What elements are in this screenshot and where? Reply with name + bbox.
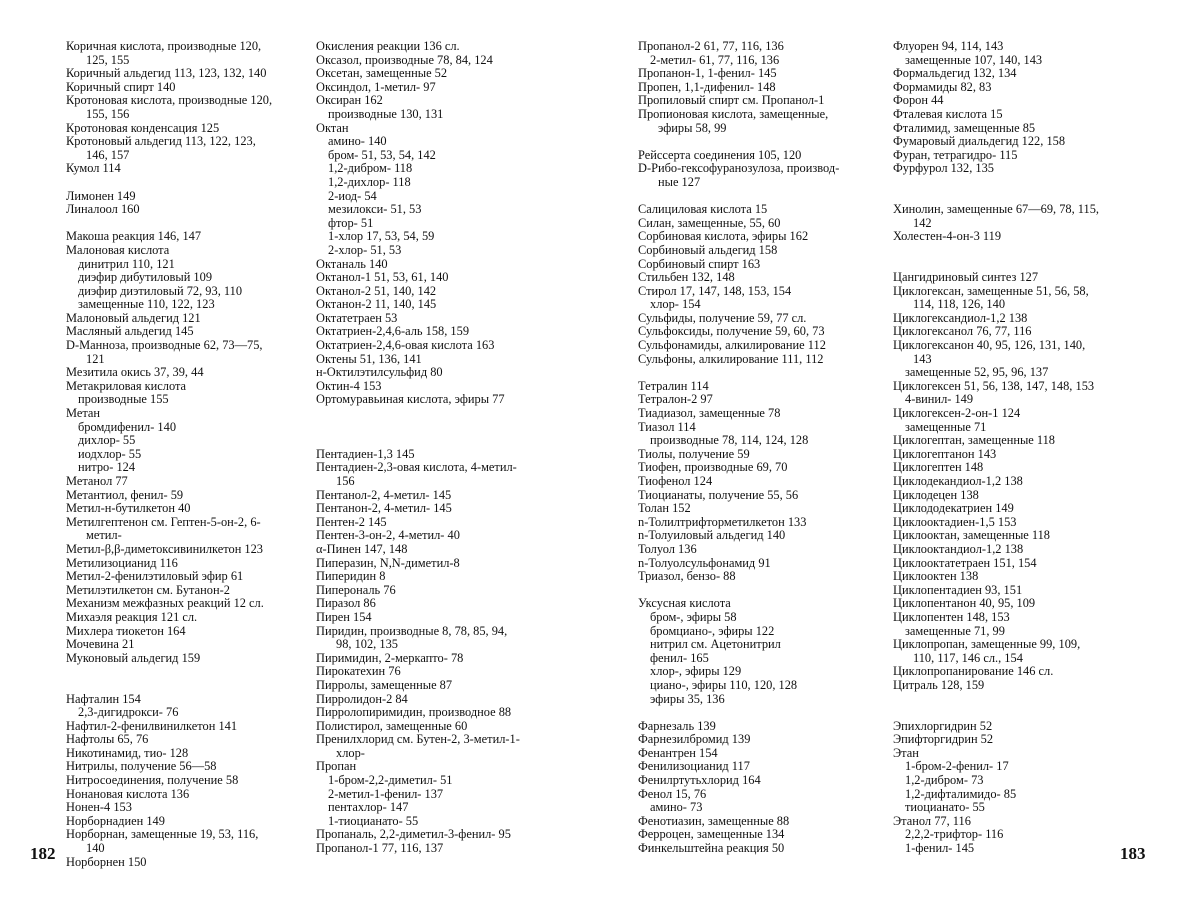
index-entry: Пирролы, замещенные 87 [316,677,453,692]
index-entry: n-Толилтрифторметилкетон 133 [638,514,807,529]
index-entry: фенил- 165 [650,650,709,665]
index-entry: α-Пинен 147, 148 [316,541,408,556]
index-entry: Ортомуравьиная кислота, эфиры 77 [316,392,505,407]
index-entry: Октатриен-2,4,6-аль 158, 159 [316,324,470,339]
index-entry: Метакриловая кислота [66,378,187,393]
index-entry: замещенные 107, 140, 143 [905,52,1043,67]
index-spacer [638,135,839,149]
index-entry: Линалоол 160 [66,202,140,217]
index-entry: Толан 152 [638,501,691,516]
index-entry: Норборнан, замещенные 19, 53, 116, [66,827,259,842]
index-spacer [316,407,520,434]
index-entry: Циклооктатетраен 151, 154 [893,555,1037,570]
index-entry: Метанол 77 [66,474,128,488]
index-spacer [893,176,1099,203]
index-entry: бромциано-, эфиры 122 [650,623,775,638]
index-entry: Метил-β,β-диметоксивинилкетон 123 [66,541,264,556]
index-entry: Михаэля реакция 121 сл. [66,609,198,624]
index-entry: Фарнезилбромид 139 [638,732,751,747]
index-entry: замещенные 71 [905,419,987,434]
right-page-column-2 [893,40,1099,856]
index-entry: Финкельштейна реакция 50 [638,841,785,856]
index-spacer [638,584,839,598]
index-entry: 2,2,2-трифтор- 116 [905,827,1004,842]
index-entry: циано-, эфиры 110, 120, 128 [650,677,798,692]
index-entry: Ферроцен, замещенные 134 [638,827,785,842]
index-entry: хлор- 154 [650,297,701,312]
index-entry: производные 130, 131 [328,106,444,121]
index-entry: Пропанол-1 77, 116, 137 [316,841,444,856]
index-entry: Нафталин 154 [66,691,141,706]
index-entry: Тиазол 114 [638,419,696,434]
index-entry: Фурфурол 132, 135 [893,161,994,176]
index-entry: Циклооктен 138 [893,569,979,584]
index-entry: Метилэтилкетон см. Бутанон-2 [66,582,230,597]
index-entry: Оксазол, производные 78, 84, 124 [316,52,493,67]
index-entry: Фенотиазин, замещенные 88 [638,813,790,828]
index-entry: 1,2-дибром- 73 [905,773,984,788]
left-page-column-2 [316,40,520,856]
index-entry: Уксусная кислота [638,596,731,611]
index-entry: Пропаналь, 2,2-диметил-3-фенил- 95 [316,827,511,842]
index-spacer [66,217,272,231]
index-entry: 1-бром-2,2-диметил- 51 [328,773,453,788]
index-entry: Сульфоны, алкилирование 111, 112 [638,351,824,366]
index-entry: эфиры 58, 99 [658,120,727,135]
index-entry: Сульфоксиды, получение 59, 60, 73 [638,324,825,339]
index-entry: Формальдегид 132, 134 [893,66,1017,81]
index-entry: н-Октилэтилсульфид 80 [316,365,443,380]
page-number-left: 182 [30,844,56,863]
index-entry: Фталевая кислота 15 [893,106,1003,121]
index-entry: Холестен-4-он-3 119 [893,229,1002,244]
index-entry: Октены 51, 136, 141 [316,351,422,366]
index-entry: Пентадиен-1,3 145 [316,446,415,461]
index-entry: метил- [86,528,122,543]
index-entry: 140 [86,841,105,856]
index-entry: Октанол-1 51, 53, 61, 140 [316,270,449,285]
index-entry: Метил-н-бутилкетон 40 [66,501,191,516]
index-entry: Сульфонамиды, алкилирование 112 [638,338,826,353]
index-entry: Фталимид, замещенные 85 [893,120,1036,135]
index-entry: Пропан [316,759,357,774]
index-entry: Октанон-2 11, 140, 145 [316,297,437,312]
index-spacer [893,693,1099,720]
index-entry: Кротоновая кислота, производные 120, [66,93,273,108]
index-entry: Пиридин, производные 8, 78, 85, 94, [316,623,508,638]
index-entry: ные 127 [658,174,701,189]
index-entry: Пиразол 86 [316,596,376,611]
index-entry: Пентен-2 145 [316,514,387,529]
index-spacer [66,665,272,692]
index-entry: Макоша реакция 146, 147 [66,229,202,244]
index-entry: Метантиол, фенил- 59 [66,487,184,502]
index-entry: Фумаровый диальдегид 122, 158 [893,134,1066,149]
index-entry: Мочевина 21 [66,637,135,652]
index-entry: производные 78, 114, 124, 128 [650,433,809,448]
index-entry: Кротоновый альдегид 113, 122, 123, [66,134,256,149]
index-entry: Фенилртутьхлорид 164 [638,773,761,788]
index-entry: Стирол 17, 147, 148, 153, 154 [638,283,792,298]
index-entry: пентахлор- 147 [328,800,409,815]
index-entry: Пентанон-2, 4-метил- 145 [316,501,452,516]
index-entry: бром- 51, 53, 54, 142 [328,147,436,162]
index-entry: Нонановая кислота 136 [66,786,190,801]
index-entry: 1-тиоцианато- 55 [328,813,419,828]
index-entry: Оксиран 162 [316,93,383,108]
index-entry: Толуол 136 [638,541,697,556]
index-entry: Муконовый альдегид 159 [66,650,201,665]
index-entry: Нитрилы, получение 56—58 [66,759,217,774]
index-entry: Октин-4 153 [316,378,382,393]
index-entry: Пиперональ 76 [316,582,396,597]
index-entry: Фуран, тетрагидро- 115 [893,147,1018,162]
index-spacer [893,244,1099,271]
index-entry: амино- 140 [328,134,387,149]
index-entry: Пентанол-2, 4-метил- 145 [316,487,452,502]
index-entry: Пирролидон-2 84 [316,691,408,706]
index-entry: Пирокатехин 76 [316,664,401,679]
index-entry: Стильбен 132, 148 [638,270,735,285]
index-entry: нитро- 124 [78,460,136,475]
index-entry: Пропионовая кислота, замещенные, [638,106,829,121]
index-entry: Флуорен 94, 114, 143 [893,39,1004,53]
index-entry: Метан [66,406,101,421]
index-entry: Фенантрен 154 [638,745,718,760]
index-entry: Циклогексен 51, 56, 138, 147, 148, 153 [893,378,1095,393]
index-entry: Силан, замещенные, 55, 60 [638,215,781,230]
index-entry: Сорбиновый спирт 163 [638,256,761,271]
index-entry: Нафтил-2-фенилвинилкетон 141 [66,718,238,733]
index-entry: Малоновый альдегид 121 [66,310,201,325]
index-entry: 98, 102, 135 [336,637,398,652]
right-page-column-1 [638,40,839,856]
index-entry: Сорбиновый альдегид 158 [638,242,778,257]
index-entry: Тиадиазол, замещенные 78 [638,406,781,421]
index-entry: Циклогексен-2-он-1 124 [893,406,1021,421]
index-entry: 4-винил- 149 [905,392,974,407]
index-entry: 2-метил-1-фенил- 137 [328,786,444,801]
index-entry: Циклододекатриен 149 [893,501,1014,516]
index-entry: Циклопропан, замещенные 99, 109, [893,637,1081,652]
index-entry: Циклогексанон 40, 95, 126, 131, 140, [893,338,1086,353]
index-spacer [638,706,839,720]
index-entry: Циклогексанол 76, 77, 116 [893,324,1032,339]
index-entry: Оксетан, замещенные 52 [316,66,448,81]
index-entry: Пропиловый спирт см. Пропанол-1 [638,93,825,108]
index-entry: динитрил 110, 121 [78,256,175,271]
index-entry: Циклооктадиен-1,5 153 [893,514,1017,529]
index-entry: Пирен 154 [316,609,372,624]
index-entry: замещенные 52, 95, 96, 137 [905,365,1049,380]
index-entry: Циклооктан, замещенные 118 [893,528,1051,543]
index-entry: 125, 155 [86,52,130,67]
index-entry: Циклогептан, замещенные 118 [893,433,1056,448]
index-entry: Пропен, 1,1-дифенил- 148 [638,79,776,94]
index-entry: бром-, эфиры 58 [650,609,737,624]
index-entry: Тетралин 114 [638,378,709,393]
index-entry: Циклогексан, замещенные 51, 56, 58, [893,283,1089,298]
index-entry: Окисления реакции 136 сл. [316,39,460,53]
index-entry: Нафтолы 65, 76 [66,732,149,747]
index-entry: Нитросоединения, получение 58 [66,773,239,788]
index-entry: Михлера тиокетон 164 [66,623,186,638]
index-entry: Тиофенол 124 [638,474,713,488]
index-entry: Пропанон-1, 1-фенил- 145 [638,66,777,81]
index-entry: Метил-2-фенилэтиловый эфир 61 [66,569,244,584]
index-entry: 2-хлор- 51, 53 [328,242,402,257]
index-entry: Октаналь 140 [316,256,388,271]
index-entry: Эпифторгидрин 52 [893,732,994,747]
index-entry: Метилгептенон см. Гептен-5-он-2, 6- [66,514,261,529]
index-entry: нитрил см. Ацетонитрил [650,637,781,652]
index-entry: 110, 117, 146 сл., 154 [913,650,1023,665]
index-entry: Пентен-3-он-2, 4-метил- 40 [316,528,460,543]
index-entry: Циклопентадиен 93, 151 [893,582,1023,597]
index-entry: D-Рибо-гексофуранозулоза, производ- [638,161,840,176]
index-entry: Пренилхлорид см. Бутен-2, 3-метил-1- [316,732,520,747]
index-entry: 142 [913,215,932,230]
index-entry: Циклодецен 138 [893,487,979,502]
index-entry: Норборнен 150 [66,854,147,869]
index-entry: Норборнадиен 149 [66,813,165,828]
index-entry: Фенилизоцианид 117 [638,759,750,774]
index-entry: иодхлор- 55 [78,446,142,461]
index-entry: замещенные 71, 99 [905,623,1005,638]
index-entry: Тиоцианаты, получение 55, 56 [638,487,799,502]
index-entry: Цитраль 128, 159 [893,677,985,692]
index-entry: Пентадиен-2,3-овая кислота, 4-метил- [316,460,517,475]
index-entry: n-Толуолсульфонамид 91 [638,555,771,570]
index-entry: Фенол 15, 76 [638,786,707,801]
index-entry: 1,2-дихлор- 118 [328,174,411,189]
index-entry: Пропанол-2 61, 77, 116, 136 [638,39,784,53]
index-entry: производные 155 [78,392,169,407]
index-entry: Фарнезаль 139 [638,718,716,733]
index-entry: амино- 73 [650,800,703,815]
index-entry: хлор- [336,745,365,760]
index-entry: Малоновая кислота [66,242,170,257]
index-entry: n-Толуиловый альдегид 140 [638,528,786,543]
index-entry: Тиофен, производные 69, 70 [638,460,788,475]
index-entry: бромдифенил- 140 [78,419,177,434]
index-spacer [66,176,272,190]
index-entry: D-Манноза, производные 62, 73—75, [66,338,263,353]
index-entry: Нонен-4 153 [66,800,132,815]
index-entry: 146, 157 [86,147,130,162]
index-entry: Коричный альдегид 113, 123, 132, 140 [66,66,267,81]
index-entry: Салициловая кислота 15 [638,202,768,217]
index-entry: Кумол 114 [66,161,121,176]
index-entry: Циклопропанирование 146 сл. [893,664,1054,679]
index-entry: Тиолы, получение 59 [638,446,750,461]
index-entry: Пиримидин, 2-меркапто- 78 [316,650,464,665]
index-entry: Пиперазин, N,N-диметил-8 [316,555,460,570]
index-entry: Октан [316,120,349,135]
index-entry: Полистирол, замещенные 60 [316,718,468,733]
index-entry: замещенные 110, 122, 123 [78,297,215,312]
index-entry: Никотинамид, тио- 128 [66,745,189,760]
index-entry: Кротоновая конденсация 125 [66,120,220,135]
index-entry: Механизм межфазных реакций 12 сл. [66,596,264,611]
index-entry: Циклодекандиол-1,2 138 [893,474,1023,488]
index-entry: Метилизоцианид 116 [66,555,178,570]
index-entry: Октатриен-2,4,6-овая кислота 163 [316,338,495,353]
index-entry: 2-метил- 61, 77, 116, 136 [650,52,780,67]
index-entry: Масляный альдегид 145 [66,324,194,339]
index-entry: Оксиндол, 1-метил- 97 [316,79,436,94]
index-entry: Коричная кислота, производные 120, [66,39,262,53]
index-entry: фтор- 51 [328,215,374,230]
index-entry: Рейссерта соединения 105, 120 [638,147,802,162]
index-entry: Циклооктандиол-1,2 138 [893,541,1024,556]
index-entry: дихлор- 55 [78,433,136,448]
index-entry: Цангидриновый синтез 127 [893,270,1039,285]
index-entry: диэфир дибутиловый 109 [78,270,213,285]
right-page [600,0,1200,908]
index-entry: Мезитила окись 37, 39, 44 [66,365,204,380]
index-entry: эфиры 35, 136 [650,691,725,706]
index-entry: 156 [336,474,355,488]
index-entry: Хинолин, замещенные 67—69, 78, 115, [893,202,1100,217]
index-entry: Коричный спирт 140 [66,79,176,94]
index-entry: 1,2-дифталимидо- 85 [905,786,1017,801]
index-entry: 1-хлор 17, 53, 54, 59 [328,229,435,244]
index-entry: Триазол, бензо- 88 [638,569,736,584]
index-entry: Тетралон-2 97 [638,392,713,407]
index-entry: Октатетраен 53 [316,310,398,325]
index-entry: Лимонен 149 [66,188,136,203]
index-entry: 1,2-дибром- 118 [328,161,413,176]
index-entry: мезилокси- 51, 53 [328,202,422,217]
index-entry: 1-фенил- 145 [905,841,975,856]
index-entry: тиоцианато- 55 [905,800,985,815]
index-entry: диэфир диэтиловый 72, 93, 110 [78,283,243,298]
index-spacer [638,366,839,380]
index-spacer [638,190,839,204]
index-entry: 2-иод- 54 [328,188,377,203]
index-entry: Этанол 77, 116 [893,813,971,828]
index-entry: Этан [893,745,919,760]
index-entry: 2,3-дигидрокси- 76 [78,705,179,720]
index-entry: Форон 44 [893,93,944,108]
index-entry: Циклогептен 148 [893,460,984,475]
index-entry: 114, 118, 126, 140 [913,297,1006,312]
index-entry: Формамиды 82, 83 [893,79,992,94]
index-entry: 121 [86,351,105,366]
index-entry: 143 [913,351,932,366]
page-number-right: 183 [1120,844,1146,863]
index-entry: Циклопентен 148, 153 [893,609,1010,624]
index-entry: Циклопентанон 40, 95, 109 [893,596,1036,611]
index-entry: Пирролопиримидин, производное 88 [316,705,512,720]
index-entry: Циклогептанон 143 [893,446,997,461]
index-entry: Сульфиды, получение 59, 77 сл. [638,310,807,325]
index-entry: Октанол-2 51, 140, 142 [316,283,437,298]
index-entry: хлор-, эфиры 129 [650,664,742,679]
index-entry: Циклогександиол-1,2 138 [893,310,1028,325]
index-spacer [316,434,520,448]
index-entry: 1-бром-2-фенил- 17 [905,759,1009,774]
index-entry: Пиперидин 8 [316,569,386,584]
index-entry: 155, 156 [86,106,130,121]
index-entry: Сорбиновая кислота, эфиры 162 [638,229,809,244]
index-entry: Эпихлоргидрин 52 [893,718,993,733]
left-page-column-1 [66,40,272,869]
